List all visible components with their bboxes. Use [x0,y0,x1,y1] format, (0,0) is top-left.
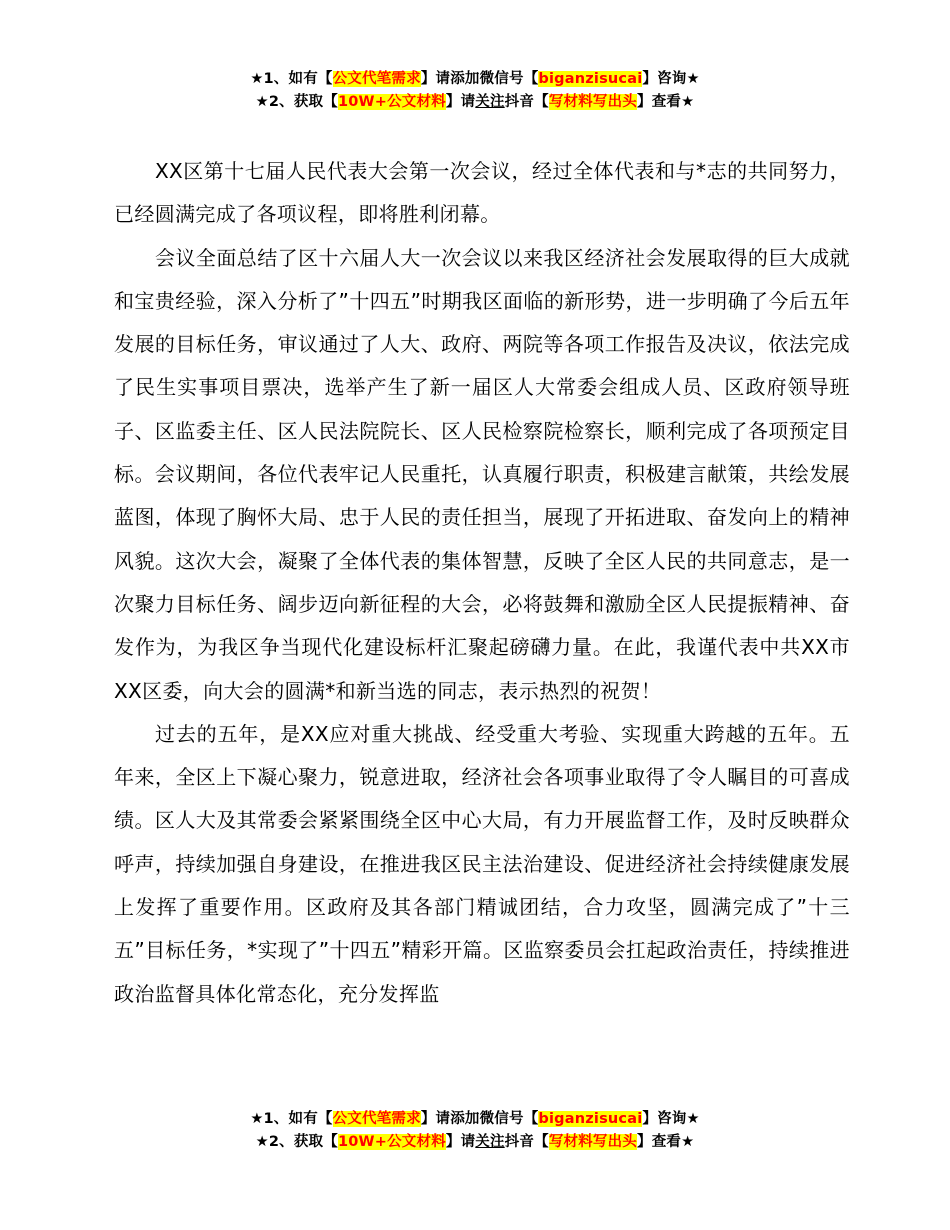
promo-line-2 [0,1131,950,1154]
promo-highlight-wechat-id: biganzisucai [538,1111,643,1127]
promo-line-1-middle: 】请添加微信号【 [420,1111,539,1127]
promo-line-1 [0,68,950,91]
promo-line-2-middle-b: 抖音【 [504,1134,549,1150]
promo-line-1 [0,1108,950,1131]
promo-highlight-ghostwriting: 公文代笔需求 [332,1111,421,1127]
promo-underlined-follow: 关注 [475,1134,505,1150]
promo-line-1-suffix: 】咨询★ [642,71,700,87]
promo-line-1-prefix: ★1、如有【 [250,71,333,87]
promo-highlight-douyin-account: 写材料写出头 [548,1134,638,1150]
promo-line-2-prefix: ★2、获取【 [255,1134,338,1150]
promo-line-2-middle-a: 】请 [445,1134,476,1150]
paragraph-1: XX区第十七届人民代表大会第一次会议，经过全体代表和与*志的共同努力，已经圆满完成了各项议程，即将胜利闭幕。 [114,159,850,227]
promo-line-2-suffix: 】查看★ [637,94,695,110]
promo-line-2-prefix: ★2、获取【 [255,94,338,110]
promo-highlight-douyin-account: 写材料写出头 [548,94,638,110]
promo-line-2-middle-a: 】请 [445,94,476,110]
promo-highlight-wechat-id: biganzisucai [538,71,643,87]
promo-line-2-middle-b: 抖音【 [504,94,549,110]
paragraph-3: 过去的五年，是XX应对重大挑战、经受重大考验、实现重大跨越的五年。五年来，全区上下凝心聚力，锐意进取，经济社会各项事业取得了令人瞩目的可喜成绩。区人大及其常委会紧紧围绕全区中心大局，有力开展监督工作，及时反映群众呼声，持续加强自身建设，在推进我区民主法治建设、促进经济社会持续健康发展上发挥了重要作用。区政府及其各部门精诚团结，合力攻坚，圆满完成了”十三五”目标任务，*实现了”十四五”精彩开篇。区监察委员会扛起政治责任，持续推进政治监督具体化常态化，充分发挥监 [114,721,850,1006]
promo-line-2 [0,91,950,114]
footer-promo-banner [0,1108,950,1154]
promo-line-2-suffix: 】查看★ [637,1134,695,1150]
promo-line-1-middle: 】请添加微信号【 [420,71,539,87]
promo-highlight-materials: 10W+公文材料 [337,1134,446,1150]
promo-underlined-follow: 关注 [475,94,505,110]
promo-line-1-prefix: ★1、如有【 [250,1111,333,1127]
promo-line-1-suffix: 】咨询★ [642,1111,700,1127]
promo-highlight-materials: 10W+公文材料 [337,94,446,110]
document-body [114,150,850,1016]
promo-highlight-ghostwriting: 公文代笔需求 [332,71,421,87]
header-promo-banner [0,68,950,114]
paragraph-2: 会议全面总结了区十六届人大一次会议以来我区经济社会发展取得的巨大成就和宝贵经验，深入分析了”十四五”时期我区面临的新形势，进一步明确了今后五年发展的目标任务，审议通过了人大、政府、两院等各项工作报告及决议，依法完成了民生实事项目票决，选举产生了新一届区人大常委会组成人员、区政府领导班子、区监委主任、区人民法院院长、区人民检察院检察长，顺利完成了各项预定目标。会议期间，各位代表牢记人民重托，认真履行职责，积极建言献策，共绘发展蓝图，体现了胸怀大局、忠于人民的责任担当，展现了开拓进取、奋发向上的精神风貌。这次大会，凝聚了全体代表的集体智慧，反映了全区人民的共同意志，是一次聚力目标任务、阔步迈向新征程的大会，必将鼓舞和激励全区人民提振精神、奋发作为，为我区争当现代化建设标杆汇聚起磅礴力量。在此，我谨代表中共XX市XX区委，向大会的圆满*和新当选的同志，表示热烈的祝贺！ [114,245,850,703]
